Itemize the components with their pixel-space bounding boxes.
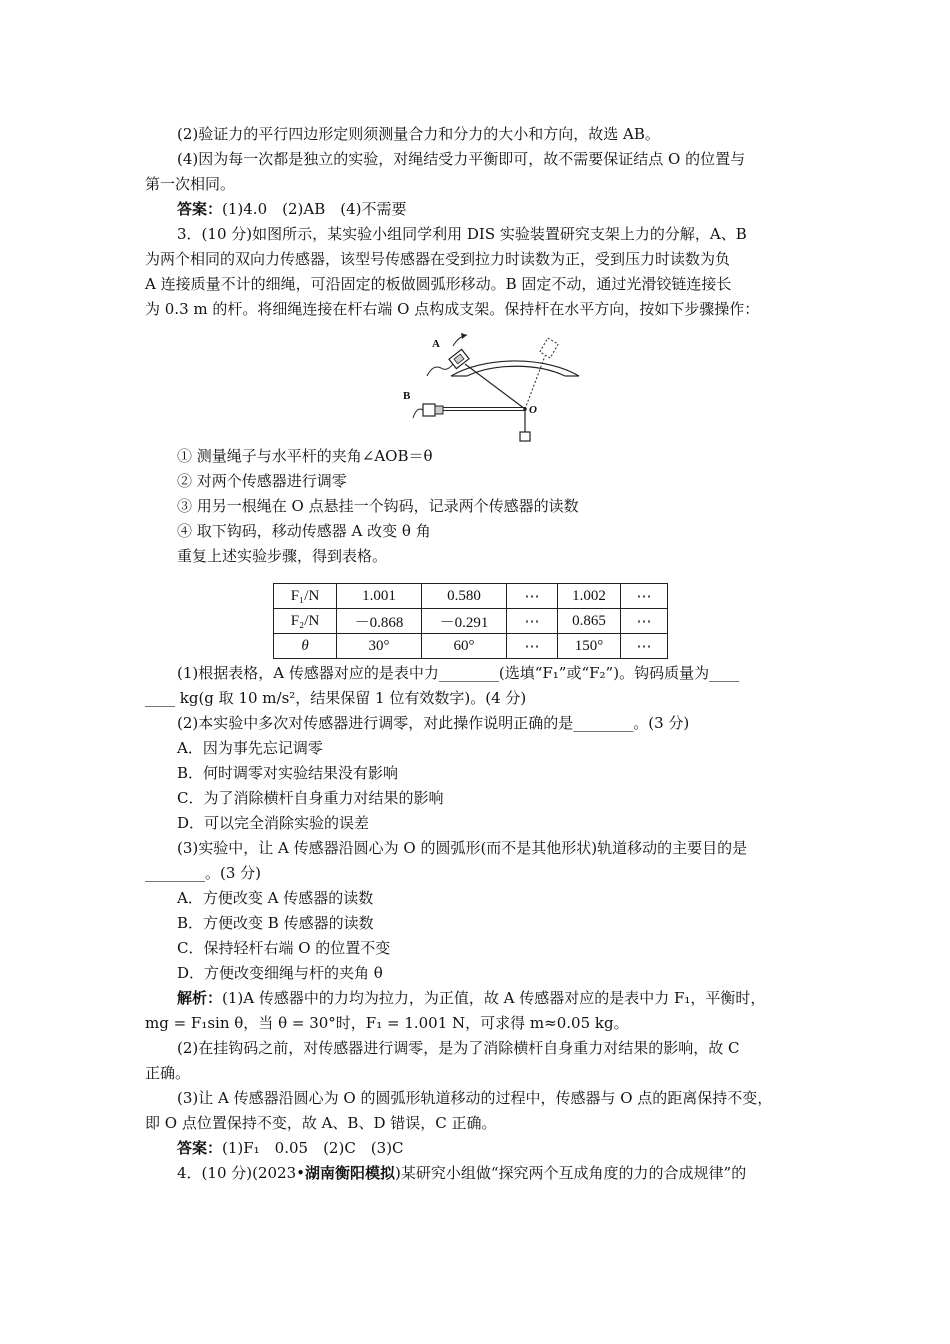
answer-line xyxy=(145,197,810,222)
question-2: (2)本实验中多次对传感器进行调零，对此操作说明正确的是________。(3 分) xyxy=(177,714,690,732)
hook-weight xyxy=(520,432,530,441)
figure-label-o: O xyxy=(529,404,537,416)
table-row: θ 30° 60° ⋯ 150° ⋯ xyxy=(274,634,668,659)
analysis-text: (1)A 传感器中的力均为拉力，为正值，故 A 传感器对应的是表中力 F₁，平衡时， xyxy=(222,989,766,1007)
text-line: (2)验证力的平行四边形定则须测量合力和分力的大小和方向，故选 AB。 xyxy=(177,125,660,143)
option: A．因为事先忘记调零 xyxy=(177,739,323,757)
question-3-stem: 3．(10 分)如图所示，某实验小组同学利用 DIS 实验装置研究支架上力的分解，A、B xyxy=(177,225,747,243)
analysis-line: mg = F₁sin θ，当 θ = 30°时，F₁ = 1.001 N，可求得 m≈0.05 kg。 xyxy=(145,1014,629,1032)
apparatus-figure xyxy=(145,324,810,442)
step-repeat: 重复上述实验步骤，得到表格。 xyxy=(177,547,388,565)
step-1: ① 测量绳子与水平杆的夹角∠AOB＝θ xyxy=(177,447,433,465)
text-line: 第一次相同。 xyxy=(145,175,236,193)
answer-text: (1)4.0 (2)AB (4)不需要 xyxy=(222,200,407,218)
analysis-label: 解析： xyxy=(177,989,223,1007)
option: A．方便改变 A 传感器的读数 xyxy=(177,889,374,907)
text-line: 为两个相同的双向力传感器，该型号传感器在受到拉力时读数为正，受到压力时读数为负 xyxy=(145,250,731,268)
option: C．保持轻杆右端 O 的位置不变 xyxy=(177,939,391,957)
analysis-line: 即 O 点位置保持不变，故 A、B、D 错误，C 正确。 xyxy=(145,1114,497,1132)
apparatus-diagram xyxy=(397,324,597,442)
answer-text: (1)F₁ 0.05 (2)C (3)C xyxy=(222,1139,404,1157)
source-tag: 湖南衡阳模拟 xyxy=(304,1164,395,1182)
document-page xyxy=(145,122,810,1186)
analysis-line: (3)让 A 传感器沿圆心为 O 的圆弧形轨道移动的过程中，传感器与 O 点的距离保持不变， xyxy=(177,1089,773,1107)
rope xyxy=(465,364,525,409)
sensor-b xyxy=(423,404,435,416)
option: B．方便改变 B 传感器的读数 xyxy=(177,914,374,932)
answer-label: 答案： xyxy=(177,1139,223,1157)
analysis-line: 正确。 xyxy=(145,1064,191,1082)
table-row: F₂/N －0.868 －0.291 ⋯ 0.865 ⋯ xyxy=(274,609,668,634)
option: B．何时调零对实验结果没有影响 xyxy=(177,764,399,782)
question-3: (3)实验中，让 A 传感器沿圆心为 O 的圆弧形(而不是其他形状)轨道移动的主要目的是 xyxy=(177,839,748,857)
inner-arc xyxy=(467,366,565,376)
answer-line xyxy=(145,1136,810,1161)
text-line: (4)因为每一次都是独立的实验，对绳结受力平衡即可，故不需要保证结点 O 的位置与 xyxy=(177,150,746,168)
data-table xyxy=(273,583,668,659)
figure-label-a: A xyxy=(432,338,440,350)
question-1: (1)根据表格，A 传感器对应的是表中力________(选填“F₁”或“F₂”)。钩码质量为____ xyxy=(177,664,740,682)
answer-label: 答案： xyxy=(177,200,223,218)
text-line: 为 0.3 m 的杆。将细绳连接在杆右端 O 点构成支架。保持杆在水平方向，按如下步骤操作： xyxy=(145,300,760,318)
option: D．可以完全消除实验的误差 xyxy=(177,814,370,832)
text-line: A 连接质量不计的细绳，可沿固定的板做圆弧形移动。B 固定不动，通过光滑铰链连接长 xyxy=(145,275,732,293)
analysis-line xyxy=(145,986,810,1011)
question-1-cont: ____ kg(g 取 10 m/s²，结果保留 1 位有效数字)。(4 分) xyxy=(145,689,527,707)
step-4: ④ 取下钩码，移动传感器 A 改变 θ 角 xyxy=(177,522,431,540)
step-2: ② 对两个传感器进行调零 xyxy=(177,472,347,490)
rod xyxy=(443,408,525,411)
option: C．为了消除横杆自身重力对结果的影响 xyxy=(177,789,444,807)
table-row: F₁/N 1.001 0.580 ⋯ 1.002 ⋯ xyxy=(274,584,668,609)
step-3: ③ 用另一根绳在 O 点悬挂一个钩码，记录两个传感器的读数 xyxy=(177,497,579,515)
figure-label-b: B xyxy=(403,390,411,402)
analysis-line: (2)在挂钩码之前，对传感器进行调零，是为了消除横杆自身重力对结果的影响，故 C xyxy=(177,1039,740,1057)
question-3-cont: ________。(3 分) xyxy=(145,864,262,882)
question-4-stem: 4．(10 分)(2023•湖南衡阳模拟)某研究小组做“探究两个互成角度的力的合成规律”的 xyxy=(177,1164,747,1182)
sensor-a-alt-position xyxy=(540,338,558,358)
option: D．方便改变细绳与杆的夹角 θ xyxy=(177,964,383,982)
